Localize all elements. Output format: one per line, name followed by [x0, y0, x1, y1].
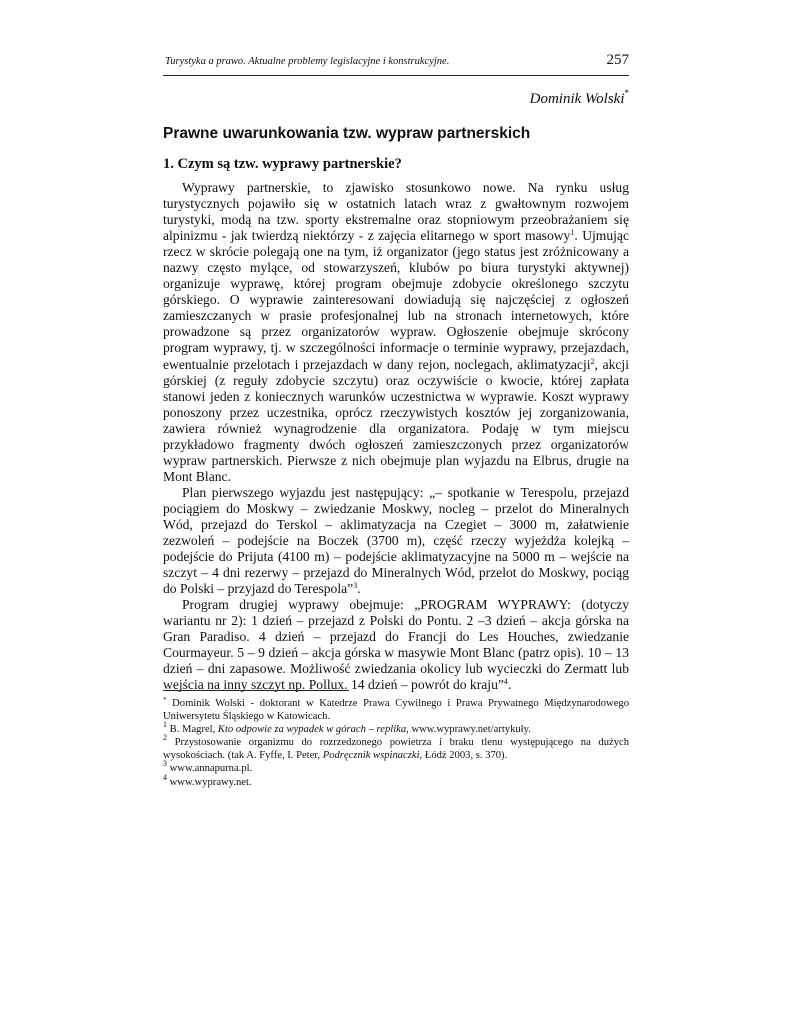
footnote-marker-1: 1 — [163, 720, 167, 730]
footnote-3 — [163, 759, 629, 775]
footnote-1-part-a: B. Magrel, — [169, 724, 218, 736]
section-heading: 1. Czym są tzw. wyprawy partnerskie? — [163, 156, 402, 172]
footnote-marker-star: * — [163, 696, 167, 704]
footnote-3-text: www.annapurna.pl. — [169, 763, 253, 775]
footnote-4-text: www.wyprawy.net. — [169, 776, 252, 788]
paragraph-2 — [163, 485, 629, 597]
footnotes — [163, 697, 629, 789]
author-name-text: Dominik Wolski — [529, 91, 625, 107]
footnote-ref-4: 4 — [503, 677, 508, 687]
paragraph-1 — [163, 180, 629, 485]
article-title: Prawne uwarunkowania tzw. wypraw partnerskich — [163, 125, 531, 142]
footnote-ref-2: 2 — [590, 356, 595, 366]
footnote-ref-3: 3 — [353, 581, 358, 591]
body-text — [163, 180, 629, 694]
footnote-2-part-b: , Łódź 2003, s. 370). — [419, 750, 508, 762]
footnote-1-part-b: , www.wyprawy.net/artykuły. — [406, 724, 531, 736]
author-footnote-marker: * — [624, 88, 629, 98]
footnote-marker-4: 4 — [163, 772, 167, 782]
running-header — [163, 53, 629, 76]
footnote-2 — [163, 733, 629, 762]
author-name — [529, 88, 629, 108]
page-number: 257 — [606, 52, 629, 68]
paragraph-2-part-b: . — [357, 581, 361, 597]
footnote-author-text: Dominik Wolski - doktorant w Katedrze Prawa Cywilnego i Prawa Prywatnego Międzynarodowego Uniwersytetu Śląskiego w Katowicach. — [163, 698, 629, 723]
footnote-marker-2: 2 — [163, 733, 167, 743]
paragraph-1-part-b: . Ujmując rzecz w skrócie polegają one na tym, iż organizator (jego status jest zróżnicowany a nazwy często mylące, od stowarzyszeń, klubów po biura turystyki aktywnej) organizuje wyprawę, której program obejmuje zdobycie określonego szczytu górskiego. O wyprawie zainteresowani dowiadują się najczęściej z ogłoszeń zamieszczanych w prasie profesjonalnej lub na stronach internetowych, które prowadzone są przez organizatorów wypraw. Ogłoszenie obejmuje skrócony program wyprawy, tj. w szczególności informacje o terminie wyprawy, przejazdach, ewentualnie przelotach i przejazdach w dany rejon, noclegach, aklimatyzacji — [163, 228, 630, 372]
footnote-ref-1: 1 — [570, 228, 575, 238]
footnote-1-title: Kto odpowie za wypadek w górach – replika — [217, 724, 407, 736]
paragraph-3-part-b: . — [507, 677, 512, 693]
footnote-marker-3: 3 — [163, 759, 167, 769]
paragraph-2-part-a: Plan pierwszego wyjazdu jest następujący: „– spotkanie w Terespolu, przejazd pociągiem do Moskwy – zwiedzanie Moskwy, nocleg – przelot do Mineralnych Wód, przejazd do Terskol – aklimatyzacja na Czegiet – 3000 m, załatwienie zezwoleń – podejście na Boczek (3700 m), część rzeczy wyjeżdża kolejką – podejście do Prijuta (4100 m) – podejście aklimatyzacyjne na 5000 m – wejście na szczyt – 4 dni rezerwy – przejazd do Mineralnych Wód, przelot do Moskwy, pociąg do Polski – przyjazd do Terespola” — [163, 484, 629, 597]
footnote-2-part-a: Przystosowanie organizmu do rozrzedzonego powietrza i braku tlenu występującego na dużych wysokościach. (tak A. Fyffe, I. Peter, — [163, 737, 629, 762]
paragraph-3 — [163, 597, 629, 693]
running-title: Turystyka a prawo. Aktualne problemy legislacyjne i konstrukcyjne. — [165, 56, 450, 67]
footnote-1 — [163, 720, 629, 736]
footnote-2-title: Podręcznik wspinaczki — [322, 750, 420, 762]
paragraph-1-part-c: , akcji górskiej (z reguły zdobycie szczytu) oraz oczywiście o kwocie, której zapłata stanowi jeden z koniecznych warunków uczestnictwa w wyprawie. Koszt wyprawy ponoszony przez uczestnika, oprócz rzeczywistych kosztów jej zorganizowania, zawiera również wynagrodzenie dla organizatora. Podaję w tym miejscu przykładowo fragmenty dwóch ogłoszeń zamieszczonych przez organizatorów wypraw partnerskich. Pierwsze z nich obejmuje plan wyjazdu na Elbrus, drugie na Mont Blanc. — [163, 356, 629, 484]
footnote-divider — [163, 690, 349, 691]
paragraph-3-part-a: Program drugiej wyprawy obejmuje: „PROGRAM WYPRAWY: (dotyczy wariantu nr 2): 1 dzień – przejazd z Polski do Pontu. 2 –3 dzień – akcja górska na Gran Paradiso. 4 dzień – przejazd do Francji do Les Houches, zwiedzanie Courmayeur. 5 – 9 dzień – akcja górska w masywie Mont Blanc (patrz opis). 10 – 13 dzień – dni zapasowe. Możliwość zwiedzania okolicy lub wycieczki do Zermatt lub wejścia na inny szczyt np. Pollux. 14 dzień – powrót do kraju” — [163, 597, 629, 693]
footnote-4 — [163, 772, 629, 789]
paragraph-1-part-a: Wyprawy partnerskie, to zjawisko stosunkowo nowe. Na rynku usług turystycznych pojawiło się w ostatnich latach wraz z gwałtownym rozwojem turystyki, modą na tzw. sporty ekstremalne oraz stopniowym przeobrażaniem się alpinizmu - jak twierdzą niektórzy - z zajęcia elitarnego w sport masowy — [163, 180, 629, 244]
footnote-author — [163, 697, 629, 723]
